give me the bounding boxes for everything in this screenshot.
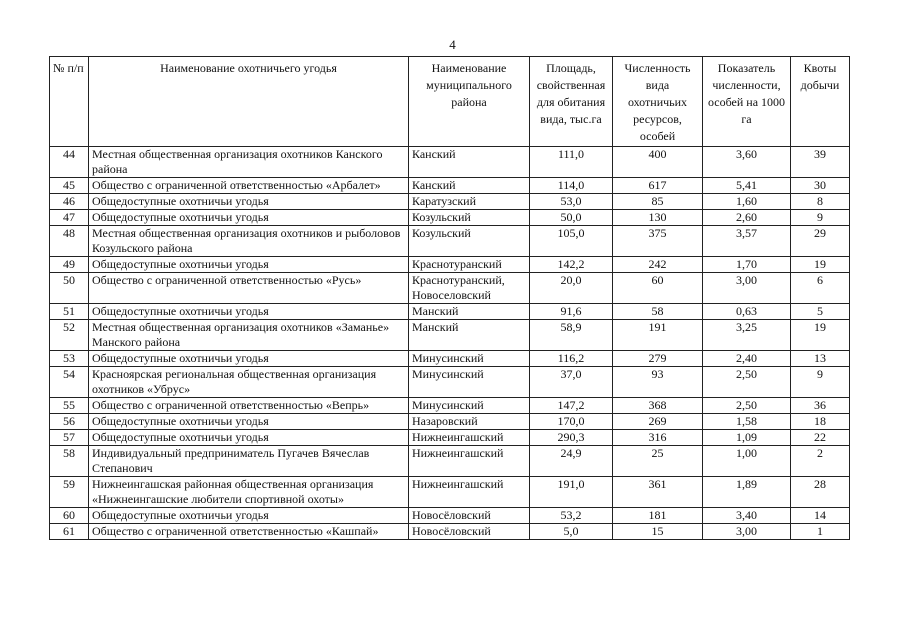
table-row xyxy=(50,273,850,304)
cell-quota: 29 xyxy=(791,226,850,257)
hunting-grounds-table xyxy=(49,56,850,540)
cell-ground-name: Общедоступные охотничьи угодья xyxy=(89,351,409,367)
cell-density-index: 2,50 xyxy=(703,398,791,414)
page-number: 4 xyxy=(449,37,456,52)
header-density-index: Показатель численности, особей на 1000 га xyxy=(703,57,791,147)
cell-area: 5,0 xyxy=(530,524,613,540)
cell-density-index: 2,60 xyxy=(703,210,791,226)
cell-density-index: 2,40 xyxy=(703,351,791,367)
header-area: Площадь, свойственная для обитания вида, тыс.га xyxy=(530,57,613,147)
cell-ground-name: Общество с ограниченной ответственностью «Арбалет» xyxy=(89,178,409,194)
cell-district: Козульский xyxy=(409,210,530,226)
cell-no: 49 xyxy=(50,257,89,273)
cell-area: 20,0 xyxy=(530,273,613,304)
cell-ground-name: Красноярская региональная общественная организация охотников «Убрус» xyxy=(89,367,409,398)
cell-district: Краснотуранский, Новоселовский xyxy=(409,273,530,304)
cell-count: 361 xyxy=(613,477,703,508)
cell-ground-name: Индивидуальный предприниматель Пугачев Вячеслав Степанович xyxy=(89,446,409,477)
cell-no: 48 xyxy=(50,226,89,257)
cell-no: 50 xyxy=(50,273,89,304)
cell-quota: 22 xyxy=(791,430,850,446)
cell-count: 58 xyxy=(613,304,703,320)
cell-ground-name: Общество с ограниченной ответственностью «Вепрь» xyxy=(89,398,409,414)
table-body xyxy=(50,147,850,540)
cell-quota: 28 xyxy=(791,477,850,508)
cell-quota: 9 xyxy=(791,367,850,398)
cell-density-index: 1,00 xyxy=(703,446,791,477)
cell-ground-name: Общедоступные охотничьи угодья xyxy=(89,257,409,273)
cell-quota: 36 xyxy=(791,398,850,414)
table-row xyxy=(50,304,850,320)
cell-no: 51 xyxy=(50,304,89,320)
cell-district: Канский xyxy=(409,147,530,178)
cell-district: Назаровский xyxy=(409,414,530,430)
cell-area: 114,0 xyxy=(530,178,613,194)
cell-district: Краснотуранский xyxy=(409,257,530,273)
table-header-row xyxy=(50,57,850,147)
cell-district: Козульский xyxy=(409,226,530,257)
cell-density-index: 1,89 xyxy=(703,477,791,508)
table-row xyxy=(50,147,850,178)
cell-quota: 6 xyxy=(791,273,850,304)
cell-density-index: 3,00 xyxy=(703,524,791,540)
cell-no: 58 xyxy=(50,446,89,477)
table-row xyxy=(50,398,850,414)
cell-quota: 19 xyxy=(791,320,850,351)
table-row xyxy=(50,446,850,477)
table-row xyxy=(50,508,850,524)
table-row xyxy=(50,178,850,194)
cell-density-index: 2,50 xyxy=(703,367,791,398)
cell-no: 47 xyxy=(50,210,89,226)
cell-density-index: 3,57 xyxy=(703,226,791,257)
cell-area: 147,2 xyxy=(530,398,613,414)
cell-no: 55 xyxy=(50,398,89,414)
cell-quota: 19 xyxy=(791,257,850,273)
cell-density-index: 3,60 xyxy=(703,147,791,178)
cell-district: Канский xyxy=(409,178,530,194)
table-row xyxy=(50,367,850,398)
cell-count: 242 xyxy=(613,257,703,273)
cell-district: Нижнеингашский xyxy=(409,430,530,446)
cell-area: 105,0 xyxy=(530,226,613,257)
header-district: Наименование муниципального района xyxy=(409,57,530,147)
cell-area: 24,9 xyxy=(530,446,613,477)
cell-count: 15 xyxy=(613,524,703,540)
cell-density-index: 0,63 xyxy=(703,304,791,320)
cell-no: 45 xyxy=(50,178,89,194)
cell-ground-name: Общедоступные охотничьи угодья xyxy=(89,304,409,320)
cell-district: Манский xyxy=(409,304,530,320)
cell-no: 46 xyxy=(50,194,89,210)
cell-district: Манский xyxy=(409,320,530,351)
cell-quota: 9 xyxy=(791,210,850,226)
cell-no: 61 xyxy=(50,524,89,540)
header-quota: Квоты добычи xyxy=(791,57,850,147)
cell-area: 142,2 xyxy=(530,257,613,273)
cell-no: 59 xyxy=(50,477,89,508)
cell-quota: 1 xyxy=(791,524,850,540)
cell-no: 57 xyxy=(50,430,89,446)
cell-ground-name: Общедоступные охотничьи угодья xyxy=(89,210,409,226)
cell-density-index: 3,00 xyxy=(703,273,791,304)
cell-count: 181 xyxy=(613,508,703,524)
cell-district: Нижнеингашский xyxy=(409,446,530,477)
cell-district: Минусинский xyxy=(409,351,530,367)
table-row xyxy=(50,430,850,446)
header-ground-name: Наименование охотничьего угодья xyxy=(89,57,409,147)
cell-count: 85 xyxy=(613,194,703,210)
cell-no: 52 xyxy=(50,320,89,351)
cell-count: 400 xyxy=(613,147,703,178)
cell-quota: 2 xyxy=(791,446,850,477)
cell-ground-name: Общедоступные охотничьи угодья xyxy=(89,194,409,210)
header-no: № п/п xyxy=(50,57,89,147)
table-row xyxy=(50,226,850,257)
table-row xyxy=(50,257,850,273)
cell-district: Новосёловский xyxy=(409,524,530,540)
cell-area: 116,2 xyxy=(530,351,613,367)
table-row xyxy=(50,210,850,226)
cell-area: 37,0 xyxy=(530,367,613,398)
table-row xyxy=(50,351,850,367)
cell-no: 60 xyxy=(50,508,89,524)
cell-density-index: 1,60 xyxy=(703,194,791,210)
cell-ground-name: Общедоступные охотничьи угодья xyxy=(89,430,409,446)
header-count: Численность вида охотничьих ресурсов, особей xyxy=(613,57,703,147)
table-row xyxy=(50,414,850,430)
cell-count: 375 xyxy=(613,226,703,257)
cell-density-index: 3,40 xyxy=(703,508,791,524)
table-row xyxy=(50,524,850,540)
cell-quota: 30 xyxy=(791,178,850,194)
cell-area: 53,0 xyxy=(530,194,613,210)
cell-district: Минусинский xyxy=(409,367,530,398)
cell-quota: 5 xyxy=(791,304,850,320)
cell-area: 91,6 xyxy=(530,304,613,320)
cell-count: 368 xyxy=(613,398,703,414)
cell-area: 170,0 xyxy=(530,414,613,430)
cell-no: 54 xyxy=(50,367,89,398)
cell-ground-name: Общедоступные охотничьи угодья xyxy=(89,508,409,524)
cell-count: 617 xyxy=(613,178,703,194)
cell-ground-name: Общедоступные охотничьи угодья xyxy=(89,414,409,430)
cell-density-index: 1,70 xyxy=(703,257,791,273)
cell-ground-name: Местная общественная организация охотников и рыболовов Козульского района xyxy=(89,226,409,257)
cell-area: 191,0 xyxy=(530,477,613,508)
cell-quota: 39 xyxy=(791,147,850,178)
cell-ground-name: Местная общественная организация охотников Канского района xyxy=(89,147,409,178)
cell-count: 316 xyxy=(613,430,703,446)
cell-district: Новосёловский xyxy=(409,508,530,524)
cell-area: 53,2 xyxy=(530,508,613,524)
cell-no: 56 xyxy=(50,414,89,430)
cell-area: 50,0 xyxy=(530,210,613,226)
cell-area: 290,3 xyxy=(530,430,613,446)
cell-count: 269 xyxy=(613,414,703,430)
cell-count: 60 xyxy=(613,273,703,304)
cell-count: 130 xyxy=(613,210,703,226)
cell-quota: 14 xyxy=(791,508,850,524)
cell-quota: 8 xyxy=(791,194,850,210)
cell-ground-name: Общество с ограниченной ответственностью «Русь» xyxy=(89,273,409,304)
cell-quota: 18 xyxy=(791,414,850,430)
cell-density-index: 1,58 xyxy=(703,414,791,430)
cell-no: 53 xyxy=(50,351,89,367)
table-row xyxy=(50,477,850,508)
cell-district: Минусинский xyxy=(409,398,530,414)
cell-count: 93 xyxy=(613,367,703,398)
table-row xyxy=(50,320,850,351)
cell-count: 191 xyxy=(613,320,703,351)
cell-district: Нижнеингашский xyxy=(409,477,530,508)
cell-quota: 13 xyxy=(791,351,850,367)
cell-no: 44 xyxy=(50,147,89,178)
cell-ground-name: Общество с ограниченной ответственностью «Кашпай» xyxy=(89,524,409,540)
cell-density-index: 1,09 xyxy=(703,430,791,446)
cell-area: 111,0 xyxy=(530,147,613,178)
cell-count: 25 xyxy=(613,446,703,477)
cell-density-index: 5,41 xyxy=(703,178,791,194)
table-row xyxy=(50,194,850,210)
cell-area: 58,9 xyxy=(530,320,613,351)
cell-density-index: 3,25 xyxy=(703,320,791,351)
cell-ground-name: Местная общественная организация охотников «Заманье» Манского района xyxy=(89,320,409,351)
cell-district: Каратузский xyxy=(409,194,530,210)
cell-count: 279 xyxy=(613,351,703,367)
cell-ground-name: Нижнеингашская районная общественная организация «Нижнеингашские любители спортивной охоты» xyxy=(89,477,409,508)
